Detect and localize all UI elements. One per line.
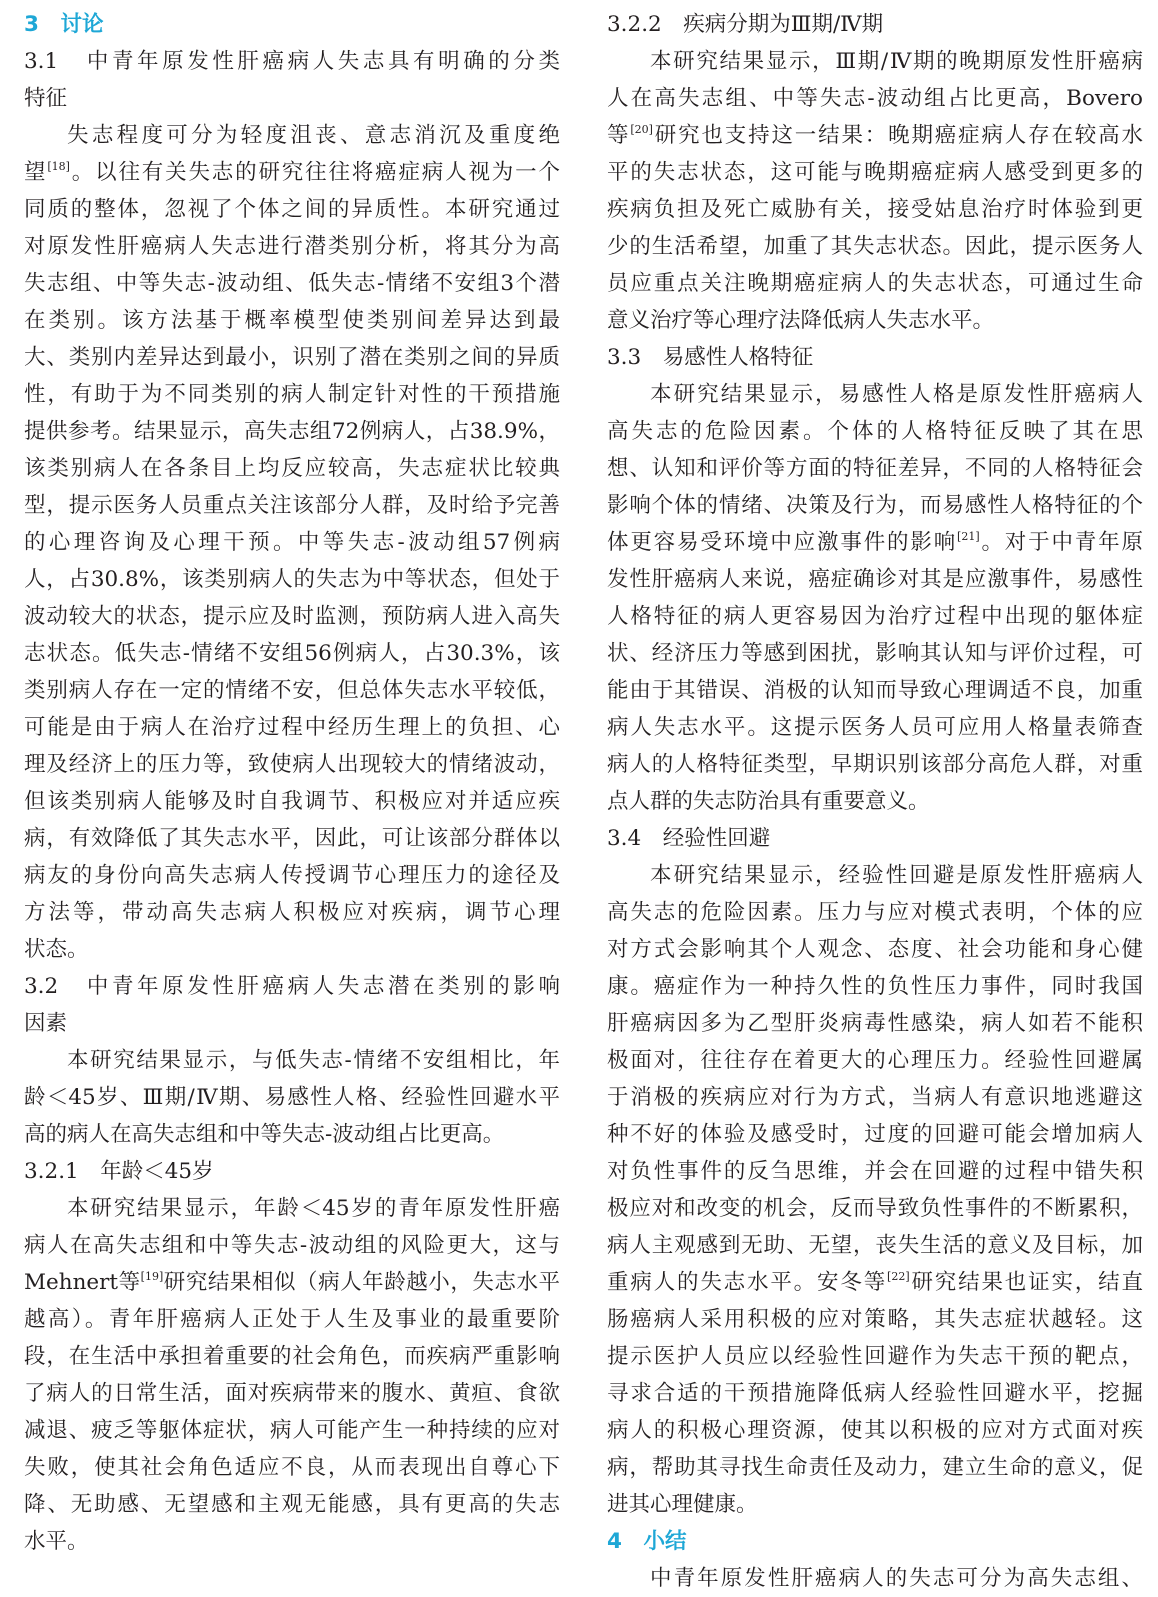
text-line: 员应重点关注晚期癌症病人的失志状态，可通过生命: [607, 271, 1143, 296]
text-line: 病人主观感到无助、无望，丧失生活的意义及目标，加: [607, 1233, 1143, 1258]
section-heading: 特征: [24, 86, 68, 111]
text-line: 失败，使其社会角色适应不良，从而表现出自尊心下: [24, 1455, 560, 1480]
text-line: 病，有效降低了其失志水平，因此，可让该部分群体以: [24, 826, 560, 851]
text-line: 对方式会影响其个人观念、态度、社会功能和身心健: [607, 937, 1143, 962]
text-line: 但该类别病人能够及时自我调节、积极应对并适应疾: [24, 789, 560, 814]
text-line: 康。癌症作为一种持久性的负性压力事件，同时我国: [607, 974, 1143, 999]
text-line: 高失志的危险因素。压力与应对模式表明，个体的应: [607, 900, 1143, 925]
text-line: 降、无助感、无望感和主观无能感，具有更高的失志: [24, 1492, 560, 1517]
text-line: 段，在生活中承担着重要的社会角色，而疾病严重影响: [24, 1344, 560, 1369]
text-line: 中青年原发性肝癌病人的失志可分为高失志组、: [650, 1566, 1143, 1591]
text-line: 病，帮助其寻找生命责任及动力，建立生命的意义，促: [607, 1455, 1143, 1480]
text-line: 高的病人在高失志组和中等失志-波动组占比更高。: [24, 1122, 505, 1147]
section-heading: 3.2.2 疾病分期为Ⅲ期/Ⅳ期: [607, 12, 884, 37]
text-line: 望[18]。以往有关失志的研究往往将癌症病人视为一个: [24, 160, 560, 185]
text-line: 病人的人格特征类型，早期识别该部分高危人群，对重: [607, 752, 1143, 777]
section-heading: 3 讨论: [24, 12, 104, 37]
section-heading: 3.1 中青年原发性肝癌病人失志具有明确的分类: [24, 49, 560, 74]
text-line: 提供参考。结果显示，高失志组72例病人，占38.9%，: [24, 419, 560, 444]
text-line: 性，有助于为不同类别的病人制定针对性的干预措施: [24, 382, 560, 407]
citation-ref: [18]: [47, 160, 70, 173]
text-line: 志状态。低失志-情绪不安组56例病人，占30.3%，该: [24, 641, 560, 666]
text-line: 于消极的疾病应对行为方式，当病人有意识地逃避这: [607, 1085, 1143, 1110]
text-line: 病友的身份向高失志病人传授调节心理压力的途径及: [24, 863, 560, 888]
citation-ref: [22]: [887, 1270, 910, 1283]
text-line: 肠癌病人采用积极的应对策略，其失志症状越轻。这: [607, 1307, 1143, 1332]
section-heading: 因素: [24, 1011, 68, 1036]
text-line: 肝癌病因多为乙型肝炎病毒性感染，病人如若不能积: [607, 1011, 1143, 1036]
text-line: 失志组、中等失志-波动组、低失志-情绪不安组3个潜: [24, 271, 560, 296]
text-line: 人在高失志组、中等失志-波动组占比更高，Bovero: [607, 86, 1143, 111]
section-heading: 3.2.1 年龄＜45岁: [24, 1159, 214, 1184]
text-line: Mehnert等[19]研究结果相似（病人年龄越小，失志水平: [24, 1270, 560, 1295]
text-line: 水平。: [24, 1529, 89, 1554]
text-line: 病人在高失志组和中等失志-波动组的风险更大，这与: [24, 1233, 560, 1258]
text-line: 状、经济压力等感到困扰，影响其认知与评价过程，可: [607, 641, 1143, 666]
text-line: 型，提示医务人员重点关注该部分人群，及时给予完善: [24, 493, 560, 518]
text-line: 本研究结果显示，年龄＜45岁的青年原发性肝癌: [67, 1196, 560, 1221]
text-line: 平的失志状态，这可能与晚期癌症病人感受到更多的: [607, 160, 1143, 185]
citation-ref: [20]: [630, 123, 653, 136]
text-line: 本研究结果显示，与低失志-情绪不安组相比，年: [67, 1048, 560, 1073]
text-line: 寻求合适的干预措施降低病人经验性回避水平，挖掘: [607, 1381, 1143, 1406]
citation-ref: [19]: [140, 1270, 164, 1283]
text-line: 类别病人存在一定的情绪不安，但总体失志水平较低，: [24, 678, 560, 703]
text-line: 种不好的体验及感受时，过度的回避可能会增加病人: [607, 1122, 1143, 1147]
text-line: 的心理咨询及心理干预。中等失志-波动组57例病: [24, 530, 560, 555]
text-line: 该类别病人在各条目上均反应较高，失志症状比较典: [24, 456, 560, 481]
text-line: 极应对和改变的机会，反而导致负性事件的不断累积，: [607, 1196, 1143, 1221]
text-line: 想、认知和评价等方面的特征差异，不同的人格特征会: [607, 456, 1143, 481]
section-heading: 4 小结: [607, 1529, 687, 1554]
text-line: 在类别。该方法基于概率模型使类别间差异达到最: [24, 308, 560, 333]
section-heading: 3.4 经验性回避: [607, 826, 771, 851]
text-line: 体更容易受环境中应激事件的影响[21]。对于中青年原: [607, 530, 1143, 555]
citation-ref: [21]: [957, 530, 980, 543]
text-line: 对负性事件的反刍思维，并会在回避的过程中错失积: [607, 1159, 1143, 1184]
text-line: 减退、疲乏等躯体症状，病人可能产生一种持续的应对: [24, 1418, 560, 1443]
text-line: 影响个体的情绪、决策及行为，而易感性人格特征的个: [607, 493, 1143, 518]
section-heading: 3.2 中青年原发性肝癌病人失志潜在类别的影响: [24, 974, 560, 999]
text-line: 提示医护人员应以经验性回避作为失志干预的靶点，: [607, 1344, 1143, 1369]
text-line: 越高）。青年肝癌病人正处于人生及事业的最重要阶: [24, 1307, 560, 1332]
text-line: 理及经济上的压力等，致使病人出现较大的情绪波动，: [24, 752, 560, 777]
text-line: 了病人的日常生活，面对疾病带来的腹水、黄疸、食欲: [24, 1381, 560, 1406]
text-line: 意义治疗等心理疗法降低病人失志水平。: [607, 308, 995, 333]
text-line: 对原发性肝癌病人失志进行潜类别分析，将其分为高: [24, 234, 560, 259]
text-line: 重病人的失志水平。安冬等[22]研究结果也证实，结直: [607, 1270, 1143, 1295]
text-line: 能由于其错误、消极的认知而导致心理调适不良，加重: [607, 678, 1143, 703]
text-line: 龄＜45岁、Ⅲ期/Ⅳ期、易感性人格、经验性回避水平: [24, 1085, 560, 1110]
text-line: 大、类别内差异达到最小，识别了潜在类别之间的异质: [24, 345, 560, 370]
text-line: 发性肝癌病人来说，癌症确诊对其是应激事件，易感性: [607, 567, 1143, 592]
text-line: 可能是由于病人在治疗过程中经历生理上的负担、心: [24, 715, 560, 740]
text-line: 状态。: [24, 937, 89, 962]
text-line: 极面对，往往存在着更大的心理压力。经验性回避属: [607, 1048, 1143, 1073]
text-line: 进其心理健康。: [607, 1492, 758, 1517]
text-line: 等[20]研究也支持这一结果：晚期癌症病人存在较高水: [607, 123, 1143, 148]
right-column: [607, 6, 1143, 1597]
text-line: 高失志的危险因素。个体的人格特征反映了其在思: [607, 419, 1143, 444]
text-line: 病人的积极心理资源，使其以积极的应对方式面对疾: [607, 1418, 1143, 1443]
text-line: 病人失志水平。这提示医务人员可应用人格量表筛查: [607, 715, 1143, 740]
text-line: 本研究结果显示，易感性人格是原发性肝癌病人: [650, 382, 1143, 407]
text-line: 少的生活希望，加重了其失志状态。因此，提示医务人: [607, 234, 1143, 259]
left-column: [24, 6, 560, 1560]
text-line: 疾病负担及死亡威胁有关，接受姑息治疗时体验到更: [607, 197, 1143, 222]
text-line: 同质的整体，忽视了个体之间的异质性。本研究通过: [24, 197, 560, 222]
text-line: 本研究结果显示，Ⅲ期/Ⅳ期的晚期原发性肝癌病: [650, 49, 1143, 74]
section-heading: 3.3 易感性人格特征: [607, 345, 814, 370]
text-line: 人，占30.8%，该类别病人的失志为中等状态，但处于: [24, 567, 560, 592]
text-line: 人格特征的病人更容易因为治疗过程中出现的躯体症: [607, 604, 1143, 629]
text-line: 方法等，带动高失志病人积极应对疾病，调节心理: [24, 900, 560, 925]
text-line: 本研究结果显示，经验性回避是原发性肝癌病人: [650, 863, 1143, 888]
text-line: 失志程度可分为轻度沮丧、意志消沉及重度绝: [67, 123, 560, 148]
text-line: 点人群的失志防治具有重要意义。: [607, 789, 930, 814]
text-line: 波动较大的状态，提示应及时监测，预防病人进入高失: [24, 604, 560, 629]
